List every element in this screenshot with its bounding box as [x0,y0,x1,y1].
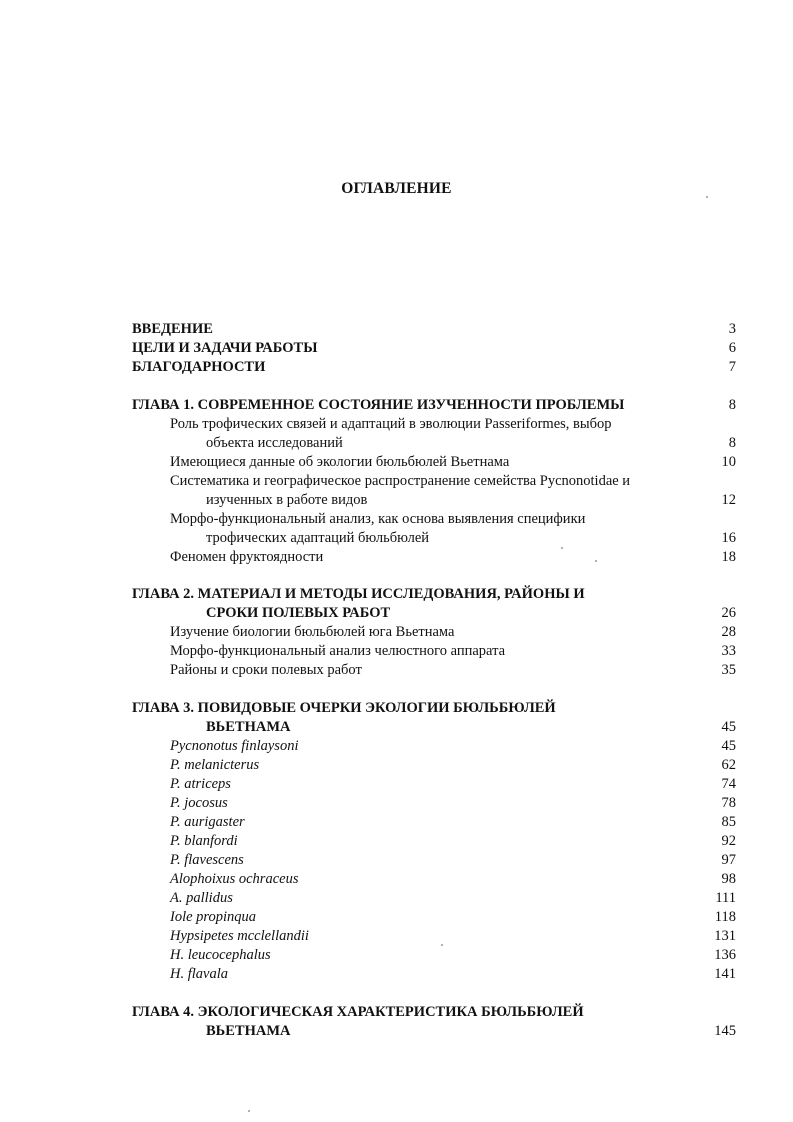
toc-page-number: 85 [721,814,736,830]
toc-entry-text: ГЛАВА 3. ПОВИДОВЫЕ ОЧЕРКИ ЭКОЛОГИИ БЮЛЬБЮЛЕЙ [132,700,556,716]
toc-page-number: 141 [714,966,736,982]
toc-species-entry [0,927,793,946]
toc-entry [0,415,793,434]
toc-page-number: 16 [721,530,736,546]
toc-entry-text: Систематика и географическое распространение семейства Pycnonotidae и [170,473,631,489]
toc-entry-text: Морфо-функциональный анализ, как основа выявления специфики [170,511,586,527]
toc-chapter-1 [0,396,793,415]
toc-page-number: 10 [721,454,736,470]
toc-entry-text: Alophoixus ochraceus [170,871,299,887]
toc-entry-continuation [0,529,793,548]
toc-entry [0,510,793,529]
toc-page-number: 98 [721,871,736,887]
toc-entry [0,453,793,472]
toc-entry-text: ГЛАВА 1. СОВРЕМЕННОЕ СОСТОЯНИЕ ИЗУЧЕННОСТИ ПРОБЛЕМЫ [132,397,625,413]
toc-page-number: 8 [728,397,736,413]
toc-page-number: 136 [714,947,736,963]
toc-page-number: 12 [721,492,736,508]
toc-entry-continuation [0,434,793,453]
scan-speck [441,944,443,946]
toc-species-entry [0,870,793,889]
toc-entry-text: Hypsipetes mcclellandii [170,928,309,944]
toc-page-number: 6 [728,340,736,356]
toc-page-number: 18 [721,549,736,565]
toc-page-number: 45 [721,719,736,735]
toc-page-number: 131 [714,928,736,944]
toc-page-number: 111 [715,890,736,906]
toc-entry-text: Имеющиеся данные об экологии бюльбюлей Вьетнама [170,454,510,470]
toc-species-entry [0,775,793,794]
toc-species-entry [0,946,793,965]
toc-entry-text: Изучение биологии бюльбюлей юга Вьетнама [170,624,455,640]
toc-entry-text: объекта исследований [206,435,343,451]
toc-species-entry [0,851,793,870]
toc-entry-text: ВВЕДЕНИЕ [132,321,213,337]
toc-species-entry [0,737,793,756]
toc-entry [0,548,793,567]
toc-entry [0,642,793,661]
toc-page-number: 97 [721,852,736,868]
toc-entry-text: Морфо-функциональный анализ челюстного аппарата [170,643,506,659]
toc-species-entry [0,965,793,984]
toc-entry-text: изученных в работе видов [206,492,368,508]
toc-page-number: 3 [728,321,736,337]
toc-chapter-3-continuation [0,718,793,737]
scan-speck [706,196,708,198]
toc-entry [0,661,793,680]
scan-speck [561,547,563,549]
toc-page-number: 7 [728,359,736,375]
toc-entry-goals [0,339,793,358]
toc-species-entry [0,889,793,908]
toc-species-entry [0,756,793,775]
toc-entry-text: ЦЕЛИ И ЗАДАЧИ РАБОТЫ [132,340,318,356]
toc-page-number: 92 [721,833,736,849]
toc-page-number: 118 [714,909,736,925]
scan-speck [248,1110,250,1112]
toc-page-number: 45 [721,738,736,754]
toc-entry-text: P. flavescens [170,852,244,868]
toc-entry-text: P. blanfordi [170,833,238,849]
toc-page-number: 145 [714,1023,736,1039]
toc-entry-text: ГЛАВА 4. ЭКОЛОГИЧЕСКАЯ ХАРАКТЕРИСТИКА БЮЛЬБЮЛЕЙ [132,1004,584,1020]
toc-entry-text: ГЛАВА 2. МАТЕРИАЛ И МЕТОДЫ ИССЛЕДОВАНИЯ, РАЙОНЫ И [132,586,585,602]
toc-entry [0,472,793,491]
toc-entry-continuation [0,491,793,510]
toc-entry-text: Iole propinqua [170,909,257,925]
toc-species-entry [0,813,793,832]
toc-page-number: 28 [721,624,736,640]
toc-species-entry [0,794,793,813]
toc-chapter-2 [0,585,793,604]
toc-page-number: 35 [721,662,736,678]
toc-entry-text: ВЬЕТНАМА [206,1023,291,1039]
toc-chapter-4-continuation [0,1022,793,1041]
toc-page-number: 26 [721,605,736,621]
toc-entry-text: A. pallidus [170,890,233,906]
toc-page-number: 74 [721,776,736,792]
toc-entry-text: ВЬЕТНАМА [206,719,291,735]
toc-page-number: 8 [728,435,736,451]
toc-entry-acknowledgements [0,358,793,377]
toc-species-entry [0,832,793,851]
toc-entry [0,623,793,642]
toc-entry-text: Районы и сроки полевых работ [170,662,362,678]
toc-chapter-2-continuation [0,604,793,623]
toc-species-entry [0,908,793,927]
toc-page-number: 62 [721,757,736,773]
toc-chapter-4 [0,1003,793,1022]
toc-entry-text: P. atriceps [170,776,231,792]
toc-entry-text: Феномен фруктоядности [170,549,324,565]
toc-entry-text: БЛАГОДАРНОСТИ [132,359,266,375]
toc-entry-text: трофических адаптаций бюльбюлей [206,530,430,546]
toc-page-number: 33 [721,643,736,659]
page-title: ОГЛАВЛЕНИЕ [341,180,452,197]
toc-entry-text: H. leucocephalus [170,947,271,963]
toc-entry-text: Pycnonotus finlaysoni [170,738,299,754]
toc-entry-text: P. jocosus [170,795,228,811]
scan-speck [595,560,597,562]
toc-entry-text: H. flavala [170,966,228,982]
toc-entry-text: P. melanicterus [170,757,260,773]
toc-chapter-3 [0,699,793,718]
toc-entry-introduction [0,320,793,339]
toc-entry-text: P. aurigaster [170,814,245,830]
toc-entry-text: СРОКИ ПОЛЕВЫХ РАБОТ [206,605,391,621]
toc-page-number: 78 [721,795,736,811]
toc-entry-text: Роль трофических связей и адаптаций в эволюции Passeriformes, выбор [170,416,612,432]
